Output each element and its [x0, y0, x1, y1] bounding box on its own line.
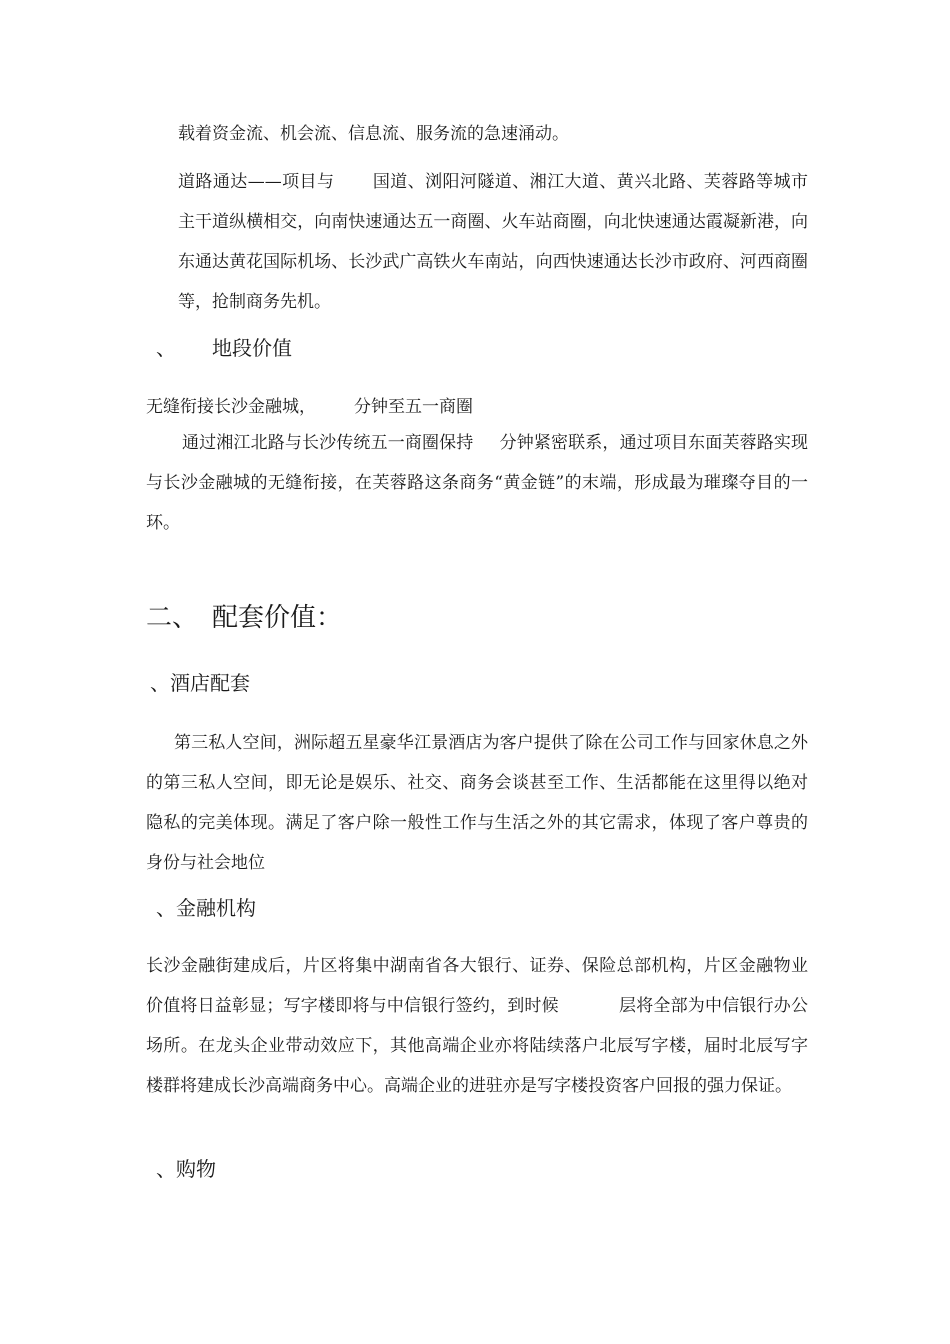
paragraph-location — [146, 423, 808, 543]
paragraph-text: 道路通达——项目与 — [178, 172, 335, 192]
heading-title: 、酒店配套 — [150, 671, 250, 695]
paragraph-text: 第三私人空间，洲际超五星豪华江景酒店为客户提供了除在公司工作与回家休息之外的第三私人空间，即无论是娱乐、社交、商务会谈甚至工作、生活都能在这里得以绝对隐私的完美体现。满足了客户除一般性工作与生活之外的其它需求，体现了客户尊贵的身份与社会地位 — [146, 733, 808, 873]
chapter-title: 配套价值： — [212, 603, 343, 633]
paragraph-continuation — [178, 114, 569, 154]
paragraph-text: 通过湘江北路与长沙传统五一商圈保持 — [182, 433, 474, 453]
heading-title: 、金融机构 — [156, 896, 256, 920]
section-heading-location — [156, 328, 292, 368]
paragraph-road-access — [178, 162, 808, 322]
chapter-heading-support — [146, 598, 342, 638]
subtitle-text: 无缝衔接长沙金融城， — [146, 397, 316, 417]
paragraph-hotel — [146, 723, 808, 883]
location-subtitle — [146, 387, 473, 427]
paragraph-text: 分钟紧密联系，通过项目东面芙蓉路实现与长沙金融城的无缝衔接，在芙蓉路这条商务“黄金链”的末端，形成最为璀璨夺目的一环。 — [146, 433, 809, 533]
paragraph-text: 层将全部为中信银行办公场所。在龙头企业带动效应下，其他高端企业亦将陆续落户北辰写字楼，届时北辰写字楼群将建成长沙高端商务中心。高端企业的进驻亦是写字楼投资客户回报的强力保证。 — [146, 996, 809, 1096]
paragraph-text: 载着资金流、机会流、信息流、服务流的急速涌动。 — [178, 124, 569, 144]
chapter-number: 二、 — [146, 603, 199, 633]
paragraph-finance — [146, 946, 808, 1106]
paragraph-text: 长沙金融街建成后，片区将集中湖南省各大银行、证券、保险总部机构，片区金融物业价值将日益彰显；写字楼即将与中信银行签约，到时候 — [146, 956, 808, 1016]
heading-title: 地段价值 — [212, 336, 292, 360]
section-heading-finance — [156, 888, 256, 928]
heading-title: 、购物 — [156, 1157, 216, 1181]
subtitle-text: 分钟至五一商圈 — [354, 397, 473, 417]
heading-number: 、 — [156, 336, 176, 360]
paragraph-text: 国道、浏阳河隧道、湘江大道、黄兴北路、芙蓉路等城市主干道纵横相交，向南快速通达五一商圈、火车站商圈，向北快速通达霞凝新港，向东通达黄花国际机场、长沙武广高铁火车南站，向西快速通达长沙市政府、河西商圈等，抢制商务先机。 — [178, 172, 809, 312]
section-heading-shopping — [156, 1149, 216, 1189]
section-heading-hotel — [150, 663, 250, 703]
